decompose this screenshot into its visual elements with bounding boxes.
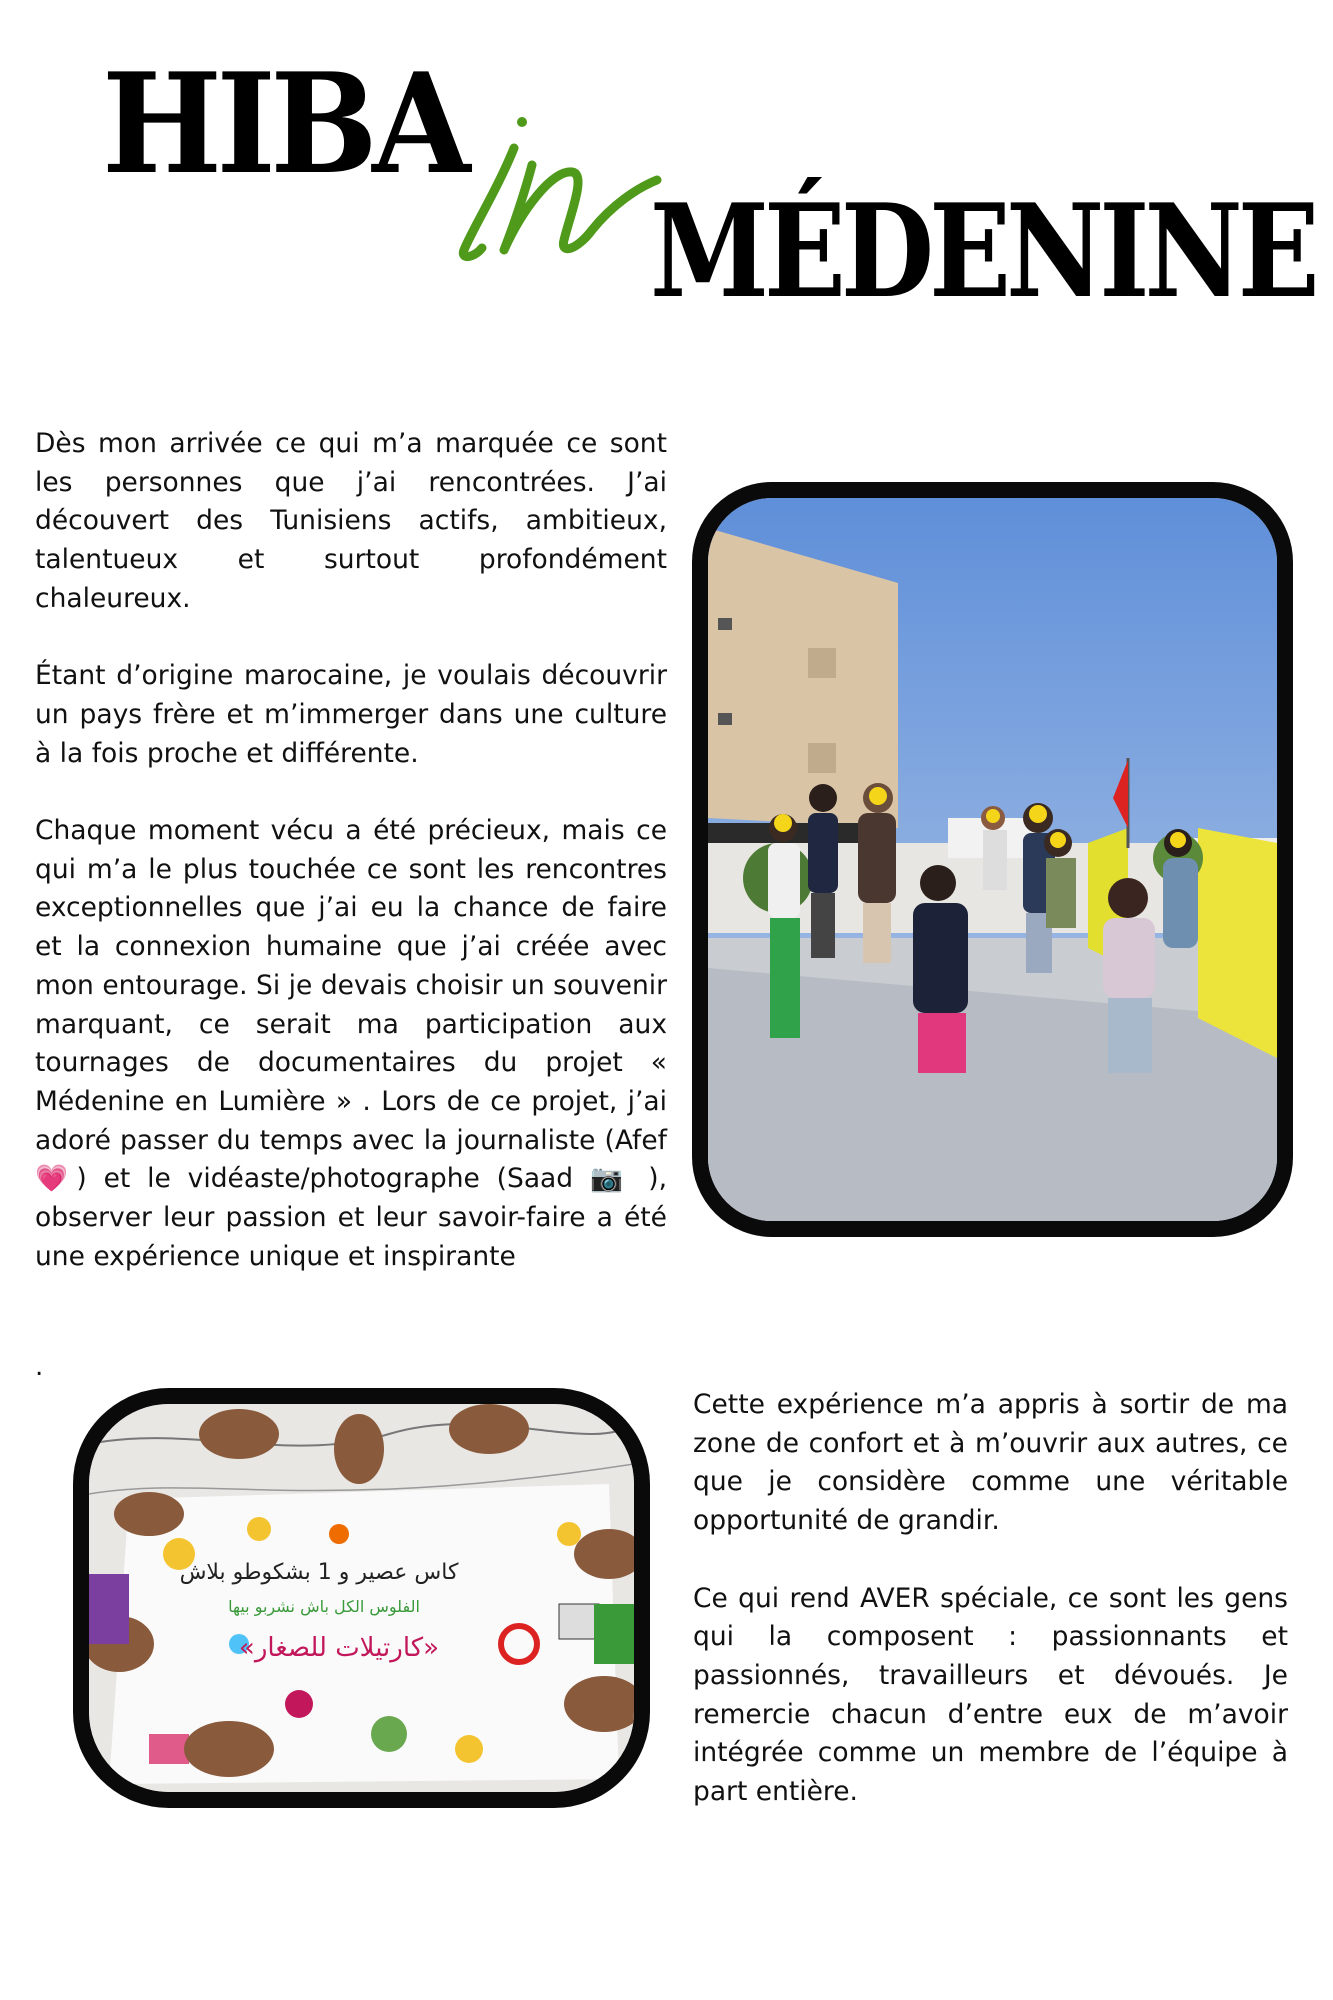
stray-period: . xyxy=(35,1352,44,1382)
paragraph-growth: Cette expérience m’a appris à sortir de ma zone de confort et à m’ouvrir aux autres, ce que je considère comme une véritable opportunité de grandir. xyxy=(693,1389,1288,1537)
photo-poster-workshop xyxy=(73,1388,650,1808)
paragraph-memories: Chaque moment vécu a été précieux, mais ce qui m’a le plus touchée ce sont les rencontres exceptionnelles que j’ai eu la chance de faire et la connexion humaine que j’ai créée avec mon entourage. Si je devais choisir un souvenir marquant, ce serait ma participation aux tournages de documentaires du projet « Médenine en Lumière » . Lors de ce projet, j’ai adoré passer du temps avec la journaliste (Afef💗) et le vidéaste/photographe (Saad 📷 ), observer leur passion et leur savoir-faire a été une expérience unique et inspirante xyxy=(35,815,667,1272)
paragraph-aver: Ce qui rend AVER spéciale, ce sont les gens qui la composent : passionnants et passionnés, travailleurs et dévoués. Je remercie chacun d’entre eux de m’avoir intégrée comme un membre de l’équipe à part entière. xyxy=(693,1582,1288,1808)
poster-line-2: الفلوس الكل باش نشربو بيها xyxy=(228,1597,420,1616)
title-in-script xyxy=(452,100,672,270)
right-column-text xyxy=(693,1386,1288,1812)
poster-line-1: كاس عصير و 1 بشكوطو بلاش xyxy=(179,1560,459,1585)
left-column-text xyxy=(35,425,667,1276)
title-hiba: HIBA xyxy=(102,42,466,205)
title-medenine: MÉDENINE xyxy=(650,177,1315,327)
paragraph-arrival: Dès mon arrivée ce qui m’a marquée ce sont les personnes que j’ai rencontrées. J’ai découvert des Tunisiens actifs, ambitieux, talentueux et surtout profondément chaleureux. xyxy=(35,428,667,614)
photo-children-courtyard xyxy=(692,482,1293,1237)
poster-line-3: «كارتيلات للصغار» xyxy=(238,1633,440,1663)
paragraph-origin: Étant d’origine marocaine, je voulais découvrir un pays frère et m’immerger dans une culture à la fois proche et différente. xyxy=(35,660,667,769)
